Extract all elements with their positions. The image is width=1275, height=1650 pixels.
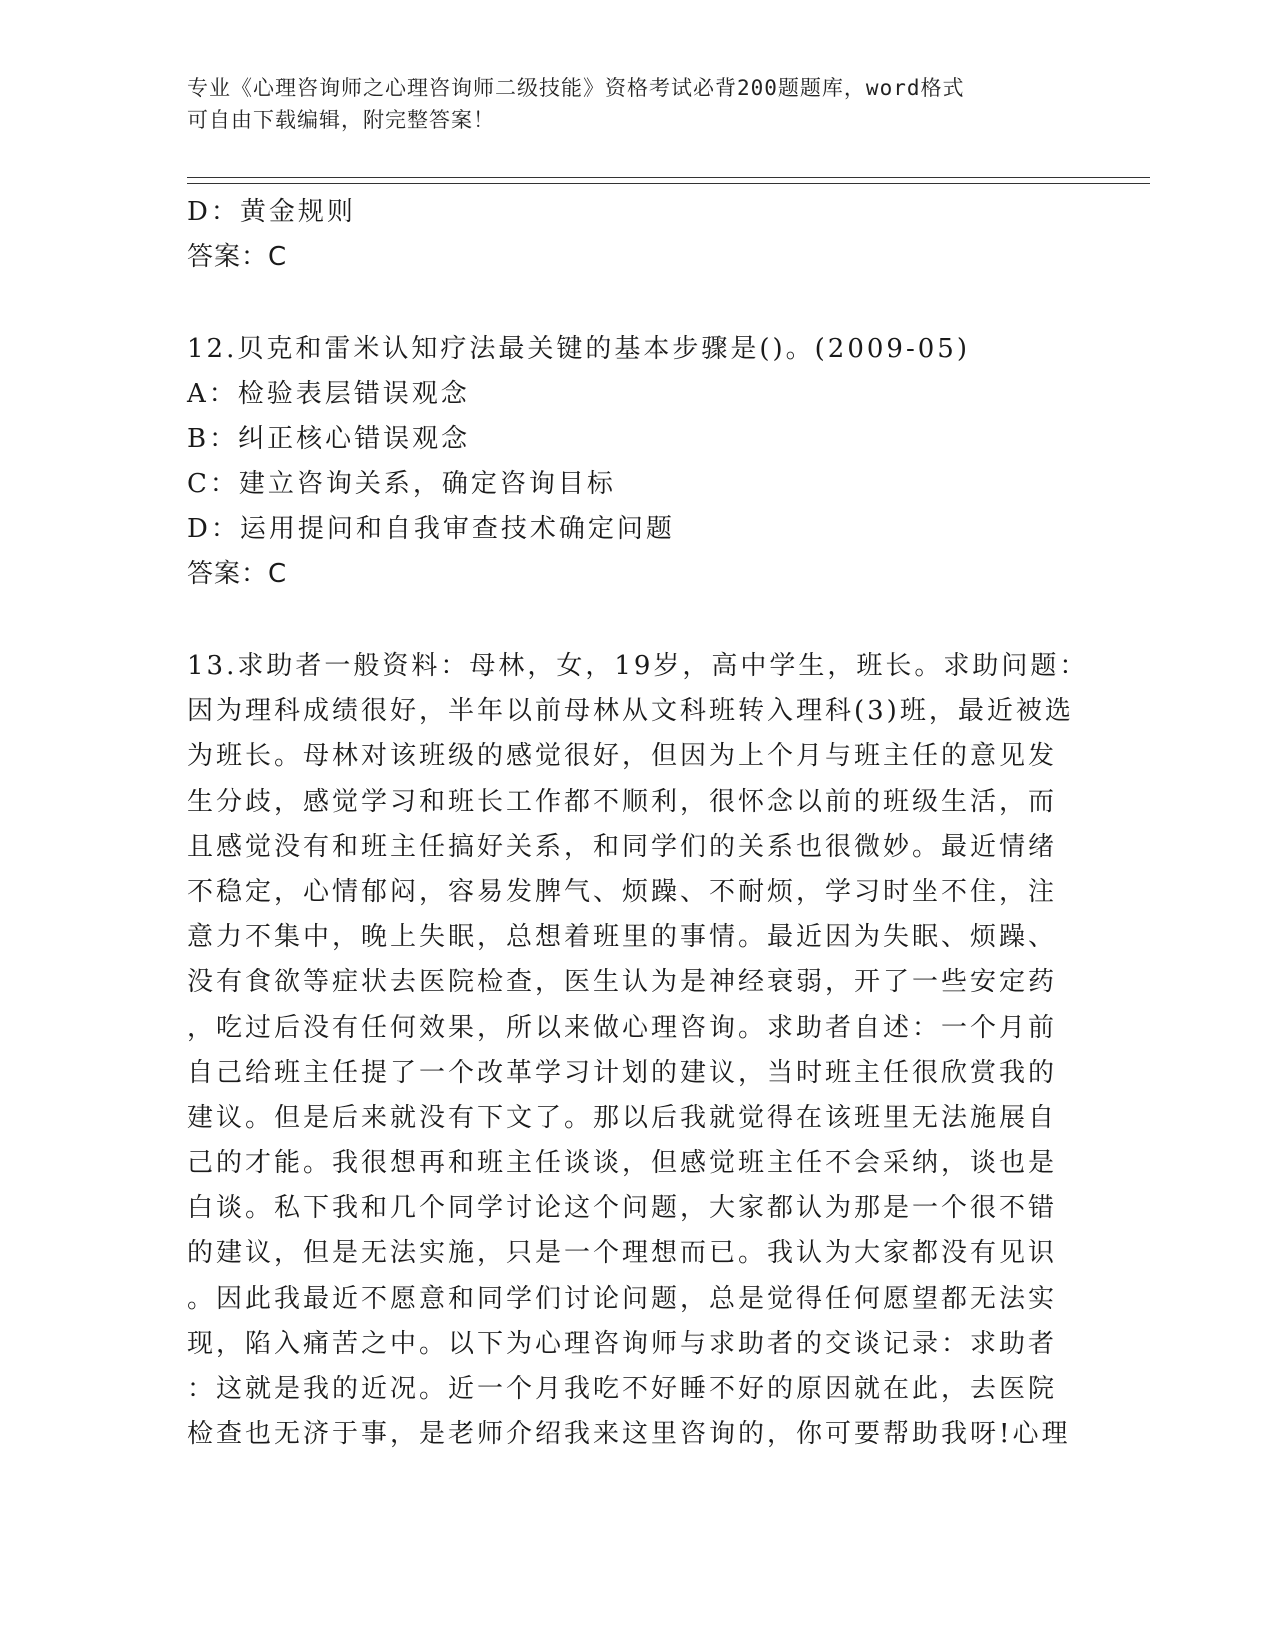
q13-line: 现，陷入痛苦之中。以下为心理咨询师与求助者的交谈记录：求助者 <box>187 1328 1058 1359</box>
header-line-1: 专业《心理咨询师之心理咨询师二级技能》资格考试必背200题题库，word格式 <box>187 76 965 100</box>
q13-line: ：这就是我的近况。近一个月我吃不好睡不好的原因就在此，去医院 <box>187 1374 1058 1404</box>
q13-line: 且感觉没有和班主任搞好关系，和同学们的关系也很微妙。最近情绪 <box>187 831 1058 862</box>
q13-paragraph <box>187 644 1089 1457</box>
q12-answer: 答案：C <box>187 559 288 589</box>
q13-line: 检查也无济于事，是老师介绍我来这里咨询的，你可要帮助我呀!心理 <box>187 1419 1071 1450</box>
q12-option-a: A：检验表层错误观念 <box>187 379 470 409</box>
header-line-2: 可自由下载编辑，附完整答案！ <box>187 108 495 132</box>
q11-option-d: D：黄金规则 <box>187 197 356 227</box>
q13-line: 13.求助者一般资料：母林，女，19岁，高中学生，班长。求助问题： <box>187 651 1089 681</box>
header-divider <box>187 177 1150 184</box>
q13-line: 的建议，但是无法实施，只是一个理想而已。我认为大家都没有见识 <box>187 1238 1058 1269</box>
q13-line: ，吃过后没有任何效果，所以来做心理咨询。求助者自述：一个月前 <box>187 1012 1058 1043</box>
q13-line: 因为理科成绩很好，半年以前母林从文科班转入理科(3)班，最近被选 <box>187 696 1074 727</box>
q13-line: 不稳定，心情郁闷，容易发脾气、烦躁、不耐烦，学习时坐不住，注 <box>187 876 1058 907</box>
q12-question: 12.贝克和雷米认知疗法最关键的基本步骤是()。(2009-05) <box>187 334 970 364</box>
q13-line: 自己给班主任提了一个改革学习计划的建议，当时班主任很欣赏我的 <box>187 1057 1058 1088</box>
spacer <box>187 280 1067 327</box>
q13-line: 没有食欲等症状去医院检查，医生认为是神经衰弱，开了一些安定药 <box>187 967 1058 998</box>
q13-line: 建议。但是后来就没有下文了。那以后我就觉得在该班里无法施展自 <box>187 1102 1058 1133</box>
q12-option-c: C：建立咨询关系，确定咨询目标 <box>187 469 616 499</box>
document-header <box>187 72 1067 136</box>
q13-line: 白谈。私下我和几个同学讨论这个问题，大家都认为那是一个很不错 <box>187 1193 1058 1224</box>
spacer <box>187 597 1067 644</box>
q13-line: 生分歧，感觉学习和班长工作都不顺利，很怀念以前的班级生活，而 <box>187 786 1058 817</box>
q13-line: 己的才能。我很想再和班主任谈谈，但感觉班主任不会采纳，谈也是 <box>187 1148 1058 1179</box>
q13-line: 意力不集中，晚上失眠，总想着班里的事情。最近因为失眠、烦躁、 <box>187 922 1058 953</box>
q12-option-d: D：运用提问和自我审查技术确定问题 <box>187 514 675 544</box>
q13-line: 。因此我最近不愿意和同学们讨论问题，总是觉得任何愿望都无法实 <box>187 1283 1058 1314</box>
document-body <box>187 190 1089 1457</box>
q11-answer: 答案：C <box>187 242 288 272</box>
q13-line: 为班长。母林对该班级的感觉很好，但因为上个月与班主任的意见发 <box>187 741 1058 772</box>
q12-option-b: B：纠正核心错误观念 <box>187 424 471 454</box>
